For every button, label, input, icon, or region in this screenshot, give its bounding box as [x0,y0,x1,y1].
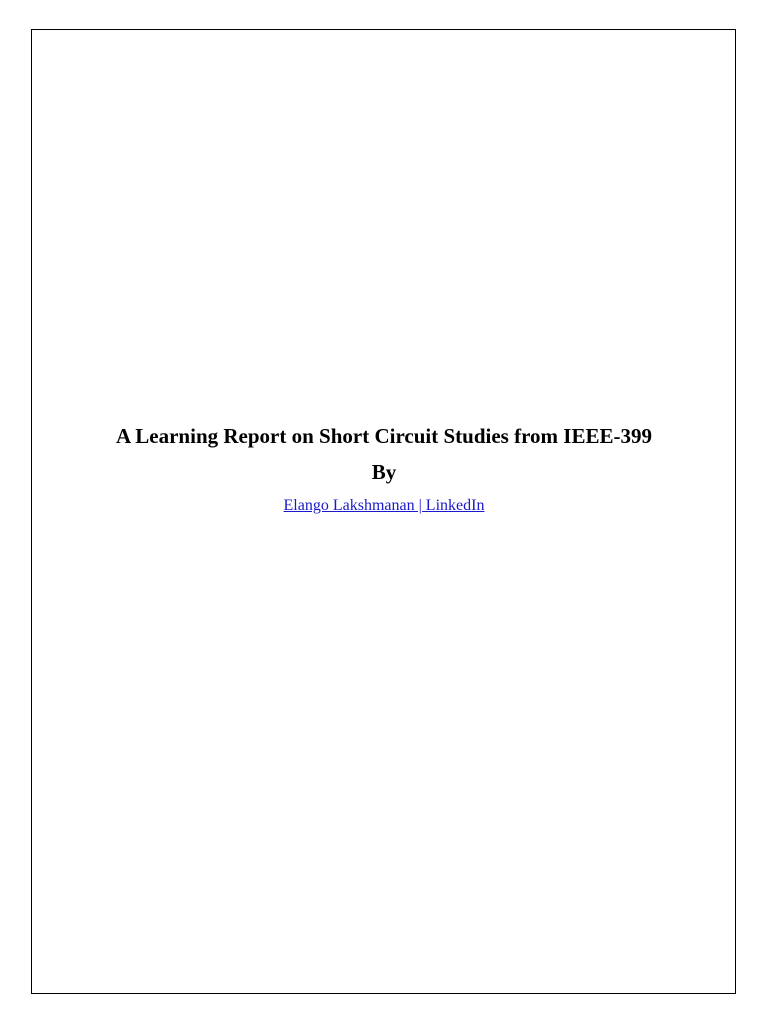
by-label: By [371,460,397,484]
author-line [0,495,768,517]
report-title: A Learning Report on Short Circuit Studies from IEEE-399 [116,424,652,448]
author-linkedin-link[interactable]: Elango Lakshmanan | LinkedIn [283,497,485,514]
